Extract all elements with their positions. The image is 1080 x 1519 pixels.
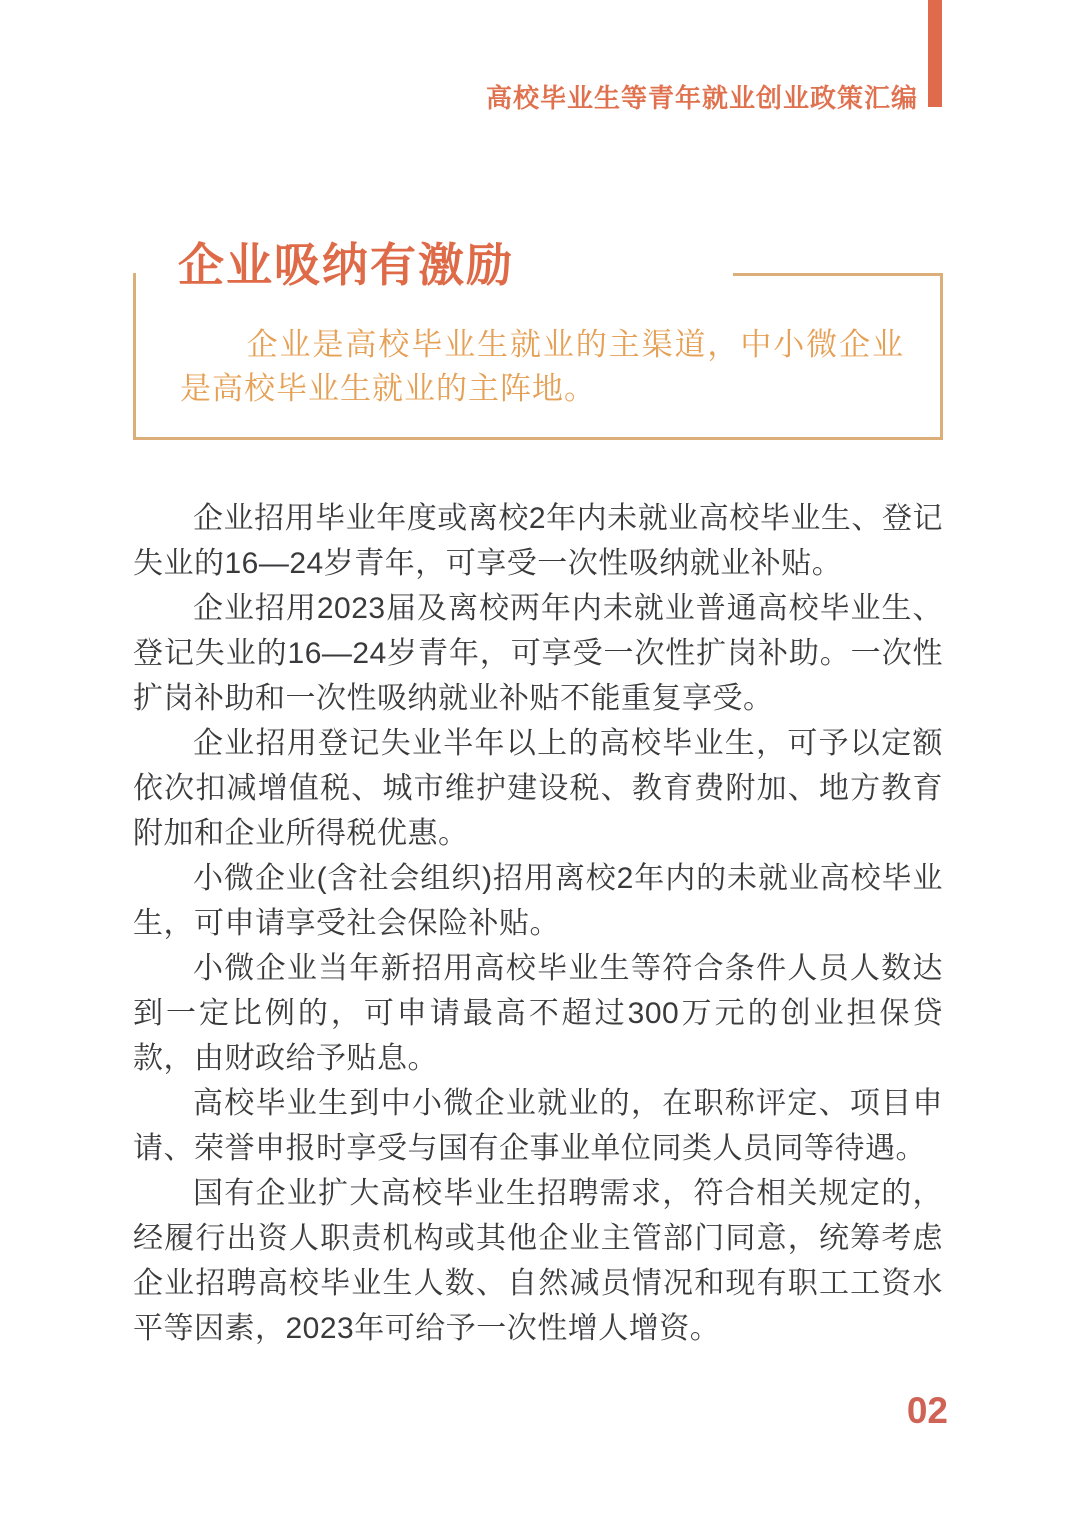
- body-paragraph: 小微企业(含社会组织)招用离校2年内的未就业高校毕业生，可申请享受社会保险补贴。: [133, 862, 943, 940]
- page-number: 02: [906, 1390, 948, 1431]
- header-accent-bar: [928, 0, 942, 107]
- running-header-title: 高校毕业生等青年就业创业政策汇编: [485, 83, 918, 113]
- body-paragraph: 小微企业当年新招用高校毕业生等符合条件人员人数达到一定比例的，可申请最高不超过300万元的创业担保贷款，由财政给予贴息。: [133, 952, 943, 1075]
- body-content: [133, 496, 943, 1351]
- body-paragraph: 企业招用毕业年度或离校2年内未就业高校毕业生、登记失业的16—24岁青年，可享受一次性吸纳就业补贴。: [133, 502, 943, 580]
- quote-box: [133, 273, 943, 440]
- body-paragraph: 国有企业扩大高校毕业生招聘需求，符合相关规定的，经履行出资人职责机构或其他企业主管部门同意，统筹考虑企业招聘高校毕业生人数、自然减员情况和现有职工工资水平等因素，2023年可给予一次性增人增资。: [133, 1177, 943, 1345]
- body-paragraph: 高校毕业生到中小微企业就业的，在职称评定、项目申请、荣誉申报时享受与国有企事业单位同类人员同等待遇。: [133, 1087, 943, 1165]
- body-paragraph: 企业招用登记失业半年以上的高校毕业生，可予以定额依次扣减增值税、城市维护建设税、教育费附加、地方教育附加和企业所得税优惠。: [133, 727, 943, 850]
- body-paragraph: 企业招用2023届及离校两年内未就业普通高校毕业生、登记失业的16—24岁青年，可享受一次性扩岗补助。一次性扩岗补助和一次性吸纳就业补贴不能重复享受。: [133, 592, 943, 715]
- quote-text: 企业是高校毕业生就业的主渠道，中小微企业是高校毕业生就业的主阵地。: [180, 327, 904, 406]
- section-title: 企业吸纳有激励: [178, 238, 514, 291]
